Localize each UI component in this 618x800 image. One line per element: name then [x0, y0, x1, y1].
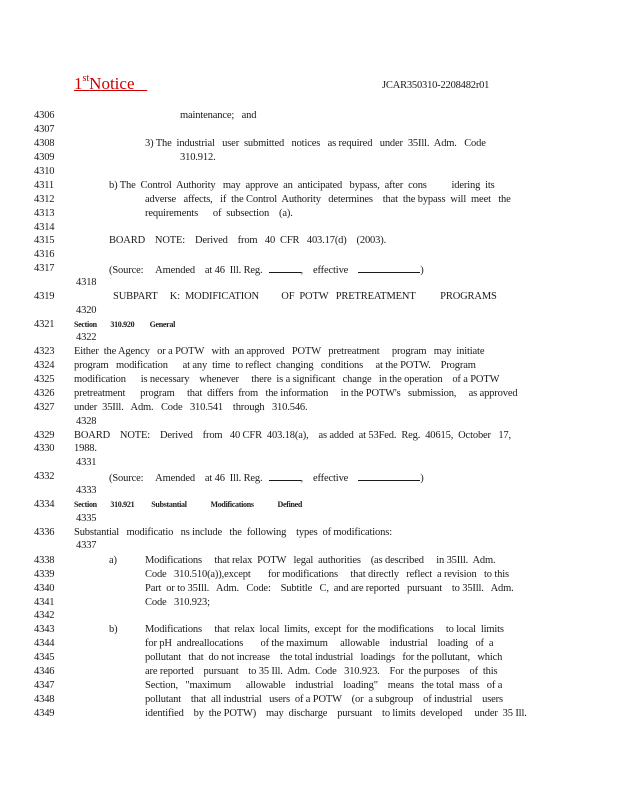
text-line: Code 310.510(a)),except for modifications that directly reflect a revision to this [145, 569, 509, 580]
text-line: 1988. [74, 443, 97, 454]
text-line: pretreatment program that differs from the information in the POTW's submission, as approved [74, 388, 518, 399]
text-line: maintenance; and [180, 110, 257, 121]
text-line: Substantial modificatio ns include the following types of modifications: [74, 527, 392, 538]
text-line: Part or to 35Ill. Adm. Code: Subtitle C, and are reported pursuant to 35Ill. Adm. [145, 583, 514, 594]
line-number: 4309 [34, 152, 55, 163]
line-number: 4310 [34, 166, 55, 177]
text-line: 310.912. [180, 152, 216, 163]
line-number: 4342 [34, 610, 55, 621]
line-number: 4321 [34, 319, 55, 330]
blank-line [269, 263, 301, 273]
line-number: 4349 [34, 708, 55, 719]
text-line: for pH andreallocations of the maximum allowable industrial loading of a [145, 638, 494, 649]
text-line: (Source: Amended at 46 Ill. Reg. , effective ) [109, 265, 424, 276]
line-number: 4344 [34, 638, 55, 649]
blank-line [269, 471, 301, 481]
text-line: identified by the POTW) may discharge pursuant to limits developed under 35 Ill. [145, 708, 527, 719]
line-number: 4315 [34, 235, 55, 246]
text-line: requirements of subsection (a). [145, 208, 293, 219]
text-line: BOARD NOTE: Derived from 40 CFR 403.18(a), as added at 53Fed. Reg. 40615, October 17, [74, 430, 511, 441]
line-number: 4339 [34, 569, 55, 580]
line-number: 4340 [34, 583, 55, 594]
line-number: 4308 [34, 138, 55, 149]
text-line: SUBPART K: MODIFICATION OF POTW PRETREATMENT PROGRAMS [113, 291, 497, 302]
line-number: 4317 [34, 263, 55, 274]
line-number: 4348 [34, 694, 55, 705]
document-code: JCAR350310-2208482r01 [382, 80, 490, 91]
line-number: 4323 [34, 346, 55, 357]
line-number: 4333 [76, 485, 97, 496]
line-number: 4338 [34, 555, 55, 566]
line-number: 4332 [34, 471, 55, 482]
line-number: 4316 [34, 249, 55, 260]
line-number: 4347 [34, 680, 55, 691]
line-number: 4320 [76, 305, 97, 316]
text-line: b) The Control Authority may approve an anticipated bypass, after cons idering its [109, 180, 495, 191]
text-line: program modification at any time to reflect changing conditions at the POTW. Program [74, 360, 476, 371]
line-number: 4335 [76, 513, 97, 524]
line-number: 4312 [34, 194, 55, 205]
line-number: 4346 [34, 666, 55, 677]
line-number: 4325 [34, 374, 55, 385]
line-number: 4326 [34, 388, 55, 399]
text-line: are reported pursuant to 35 Ill. Adm. Code 310.923. For the purposes of this [145, 666, 498, 677]
line-number: 4318 [76, 277, 97, 288]
line-number: 4327 [34, 402, 55, 413]
text-line: (Source: Amended at 46 Ill. Reg. , effective ) [109, 473, 424, 484]
line-number: 4329 [34, 430, 55, 441]
text-line: under 35Ill. Adm. Code 310.541 through 310.546. [74, 402, 308, 413]
line-number: 4324 [34, 360, 55, 371]
line-number: 4319 [34, 291, 55, 302]
section-heading: Section 310.920 General [74, 320, 176, 329]
text-line: pollutant that do not increase the total industrial loadings for the pollutant, which [145, 652, 503, 663]
line-number: 4343 [34, 624, 55, 635]
blank-line [358, 263, 420, 273]
text-line: Modifications that relax POTW legal authorities (as described in 35Ill. Adm. [145, 555, 496, 566]
line-number: 4328 [76, 416, 97, 427]
section-heading: Section 310.921 Substantial Modifications Defined [74, 500, 303, 509]
text-line: adverse affects, if the Control Authority determines that the bypass will meet the [145, 194, 511, 205]
line-number: 4306 [34, 110, 55, 121]
line-number: 4313 [34, 208, 55, 219]
text-line: Code 310.923; [145, 597, 210, 608]
line-number: 4334 [34, 499, 55, 510]
text-line: Either the Agency or a POTW with an approved POTW pretreatment program may initiate [74, 346, 485, 357]
notice-heading: 1stNotice [74, 73, 135, 93]
line-number: 4330 [34, 443, 55, 454]
line-number: 4337 [76, 540, 97, 551]
line-number: 4322 [76, 332, 97, 343]
text-line: BOARD NOTE: Derived from 40 CFR 403.17(d) (2003). [109, 235, 387, 246]
line-number: 4341 [34, 597, 55, 608]
line-number: 4314 [34, 222, 55, 233]
list-label: b) [109, 624, 118, 635]
text-line: pollutant that all industrial users of a POTW (or a subgroup of industrial users [145, 694, 503, 705]
list-label: a) [109, 555, 117, 566]
text-line: modification is necessary whenever there is a significant change in the operation of a POTW [74, 374, 500, 385]
text-line: 3) The industrial user submitted notices as required under 35Ill. Adm. Code [145, 138, 486, 149]
line-number: 4331 [76, 457, 97, 468]
line-number: 4311 [34, 180, 55, 191]
blank-line [358, 471, 420, 481]
line-number: 4307 [34, 124, 55, 135]
text-line: Modifications that relax local limits, except for the modifications to local limits [145, 624, 504, 635]
line-number: 4345 [34, 652, 55, 663]
line-number: 4336 [34, 527, 55, 538]
text-line: Section, "maximum allowable industrial loading" means the total mass of a [145, 680, 503, 691]
